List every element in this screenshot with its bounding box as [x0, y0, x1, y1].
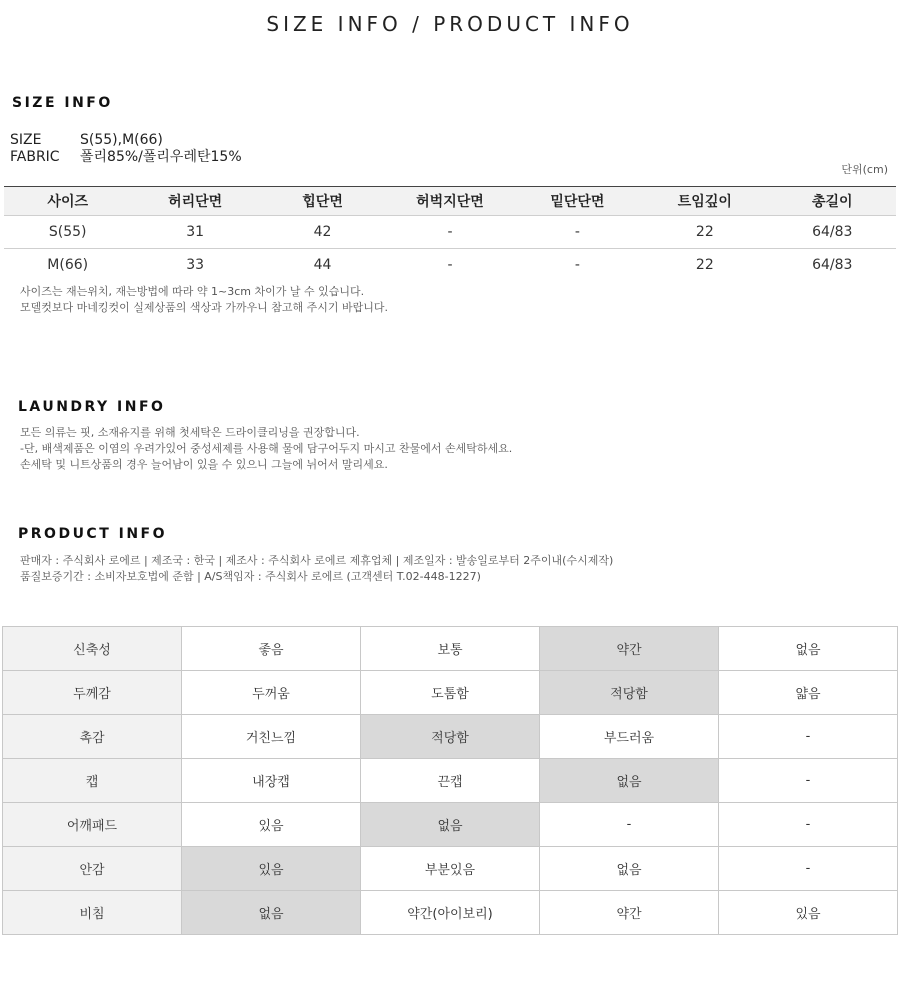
attribute-option: -: [540, 803, 719, 847]
size-table-header-row: [4, 187, 896, 216]
product-info-line: 품질보증기간 : 소비자보호법에 준함 | A/S책임자 : 주식회사 로에르 (고객센터 T.02-448-1227): [20, 570, 481, 583]
attribute-row: [3, 847, 898, 891]
product-info-heading: PRODUCT INFO: [18, 526, 168, 542]
attribute-option: 얇음: [719, 671, 898, 715]
fabric-spec-row: [10, 149, 242, 166]
table-cell: 33: [186, 257, 205, 273]
laundry-line: -단, 배색제품은 이염의 우려가있어 중성세제를 사용해 물에 담구어두지 마시고 찬물에서 손세탁하세요.: [20, 442, 513, 455]
laundry-text: [20, 425, 512, 473]
table-row: [4, 249, 896, 282]
attribute-option: 도톰함: [361, 671, 540, 715]
table-cell: M(66): [47, 257, 89, 273]
size-info-heading: SIZE INFO: [12, 95, 113, 111]
table-cell: 42: [259, 216, 386, 249]
product-attribute-table: [2, 626, 898, 935]
table-cell: 31: [131, 216, 258, 249]
size-spec-row: [10, 132, 242, 149]
size-notes: [20, 284, 388, 316]
attribute-option: 없음: [719, 627, 898, 671]
product-info-line: 판매자 : 주식회사 로에르 | 제조국 : 한국 | 제조사 : 주식회사 로에르 제휴업체 | 제조일자 : 발송일로부터 2주이내(수시제작): [20, 554, 614, 567]
attribute-option: 거친느낌: [182, 715, 361, 759]
attribute-option: 있음: [182, 803, 361, 847]
attribute-option: 있음: [719, 891, 898, 935]
table-cell: -: [447, 257, 453, 273]
size-note-line: 모델컷보다 마네킹컷이 실제상품의 색상과 가까우니 참고해 주시기 바랍니다.: [20, 301, 389, 314]
attribute-label: 촉감: [3, 715, 182, 759]
attribute-option: -: [719, 803, 898, 847]
attribute-row: [3, 671, 898, 715]
table-cell: -: [574, 257, 580, 273]
attribute-label: 어깨패드: [3, 803, 182, 847]
attribute-option: 끈캡: [361, 759, 540, 803]
column-header: 밑단단면: [514, 187, 641, 216]
attribute-option: 적당함: [361, 715, 540, 759]
table-cell: 22: [695, 257, 714, 273]
column-header: 트임깊이: [641, 187, 768, 216]
attribute-label: 신축성: [3, 627, 182, 671]
attribute-option: -: [719, 715, 898, 759]
attribute-option: -: [719, 847, 898, 891]
attribute-option: 부분있음: [361, 847, 540, 891]
attribute-row: [3, 627, 898, 671]
attribute-option: 없음: [361, 803, 540, 847]
laundry-line: 모든 의류는 핏, 소재유지를 위해 첫세탁은 드라이클리닝을 권장합니다.: [20, 426, 360, 439]
table-cell: 64/83: [769, 216, 896, 249]
attribute-label: 두께감: [3, 671, 182, 715]
table-cell: 44: [313, 257, 332, 273]
column-header: 허리단면: [131, 187, 258, 216]
spec-block: [10, 132, 242, 166]
size-table: [4, 186, 896, 281]
product-info-text: [20, 553, 613, 585]
attribute-row: [3, 803, 898, 847]
column-header: 총길이: [769, 187, 896, 216]
column-header: 허벅지단면: [386, 187, 513, 216]
attribute-option: 약간(아이보리): [361, 891, 540, 935]
attribute-label: 비침: [3, 891, 182, 935]
attribute-label: 안감: [3, 847, 182, 891]
column-header: 사이즈: [4, 187, 131, 216]
table-cell: -: [514, 216, 641, 249]
attribute-option: 없음: [540, 759, 719, 803]
table-cell: 64/83: [812, 257, 853, 273]
table-cell: -: [386, 216, 513, 249]
attribute-option: 약간: [540, 891, 719, 935]
size-note-line: 사이즈는 재는위치, 재는방법에 따라 약 1~3cm 차이가 날 수 있습니다.: [20, 285, 365, 298]
attribute-row: [3, 715, 898, 759]
size-value: S(55),M(66): [80, 132, 163, 148]
size-label: SIZE: [10, 132, 42, 148]
attribute-row: [3, 891, 898, 935]
attribute-option: 있음: [182, 847, 361, 891]
table-row: [4, 216, 896, 249]
attribute-option: 적당함: [540, 671, 719, 715]
attribute-option: 두꺼움: [182, 671, 361, 715]
attribute-label: 캡: [3, 759, 182, 803]
laundry-line: 손세탁 및 니트상품의 경우 늘어남이 있을 수 있으니 그늘에 뉘어서 말리세요.: [20, 458, 388, 471]
unit-note: 단위(cm): [841, 163, 888, 176]
attribute-option: 없음: [540, 847, 719, 891]
fabric-value: 폴리85%/폴리우레탄15%: [80, 149, 242, 165]
attribute-option: 좋음: [182, 627, 361, 671]
table-cell: 22: [641, 216, 768, 249]
attribute-option: -: [719, 759, 898, 803]
attribute-option: 부드러움: [540, 715, 719, 759]
laundry-info-heading: LAUNDRY INFO: [18, 399, 166, 415]
page-title: SIZE INFO / PRODUCT INFO: [266, 12, 634, 36]
attribute-option: 내장캡: [182, 759, 361, 803]
attribute-option: 보통: [361, 627, 540, 671]
attribute-row: [3, 759, 898, 803]
fabric-label: FABRIC: [10, 149, 60, 165]
table-cell: S(55): [4, 216, 131, 249]
attribute-option: 없음: [182, 891, 361, 935]
column-header: 힙단면: [259, 187, 386, 216]
attribute-option: 약간: [540, 627, 719, 671]
